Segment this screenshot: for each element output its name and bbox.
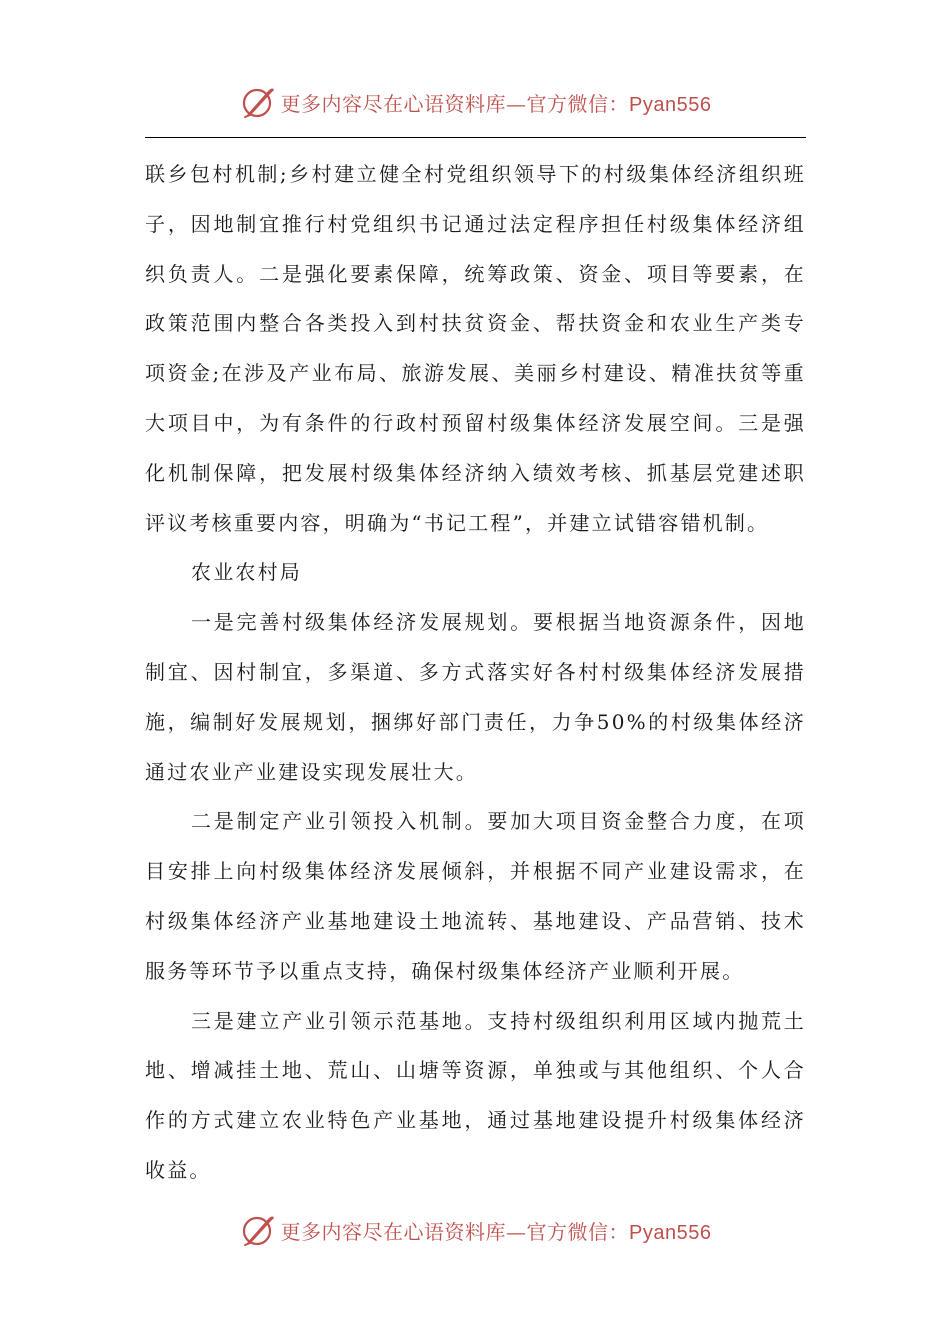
paragraph-continuation: 联乡包村机制;乡村建立健全村党组织领导下的村级集体经济组织班子，因地制宜推行村党组织书记通过法定程序担任村级集体经济组织负责人。二是强化要素保障，统筹政策、资金、项目等要素，在政策范围内整合各类投入到村扶贫资金、帮扶资金和农业生产类专项资金;在涉及产业布局、旅游发展、美丽乡村建设、精准扶贫等重大项目中，为有条件的行政村预留村级集体经济发展空间。三是强化机制保障，把发展村级集体经济纳入绩效考核、抓基层党建述职评议考核重要内容，明确为“书记工程”，并建立试错容错机制。	[145, 162, 806, 535]
paragraph-point-two: 二是制定产业引领投入机制。要加大项目资金整合力度，在项目安排上向村级集体经济发展倾斜，并根据不同产业建设需求，在村级集体经济产业基地建设土地流转、基地建设、产品营销、技术服务等环节予以重点支持，确保村级集体经济产业顺利开展。	[145, 809, 806, 983]
footer-banner	[0, 1208, 950, 1252]
wechat-id: Pyan556	[629, 93, 712, 116]
paragraph-point-three: 三是建立产业引领示范基地。支持村级组织利用区域内抛荒土地、增减挂土地、荒山、山塘等资源，单独或与其他组织、个人合作的方式建立农业特色产业基地，通过基地建设提升村级集体经济收益。	[145, 1008, 806, 1182]
quill-pen-logo-icon	[239, 84, 275, 120]
quill-pen-logo-icon	[239, 1212, 275, 1248]
document-body	[145, 150, 806, 1196]
banner-slogan-text: 更多内容尽在心语资料库—官方微信：	[280, 91, 630, 116]
footer-wechat-id: Pyan556	[629, 1221, 712, 1244]
footer-slogan-text: 更多内容尽在心语资料库—官方微信：	[280, 1219, 630, 1244]
section-heading-agriculture-bureau: 农业农村局	[191, 560, 302, 585]
header-banner	[0, 80, 950, 124]
header-divider	[145, 137, 806, 138]
footer-slogan	[281, 1216, 712, 1245]
paragraph-point-one: 一是完善村级集体经济发展规划。要根据当地资源条件，因地制宜、因村制宜，多渠道、多方式落实好各村村级集体经济发展措施，编制好发展规划，捆绑好部门责任，力争50%的村级集体经济通过农业产业建设实现发展壮大。	[145, 610, 806, 784]
banner-slogan	[281, 88, 712, 117]
